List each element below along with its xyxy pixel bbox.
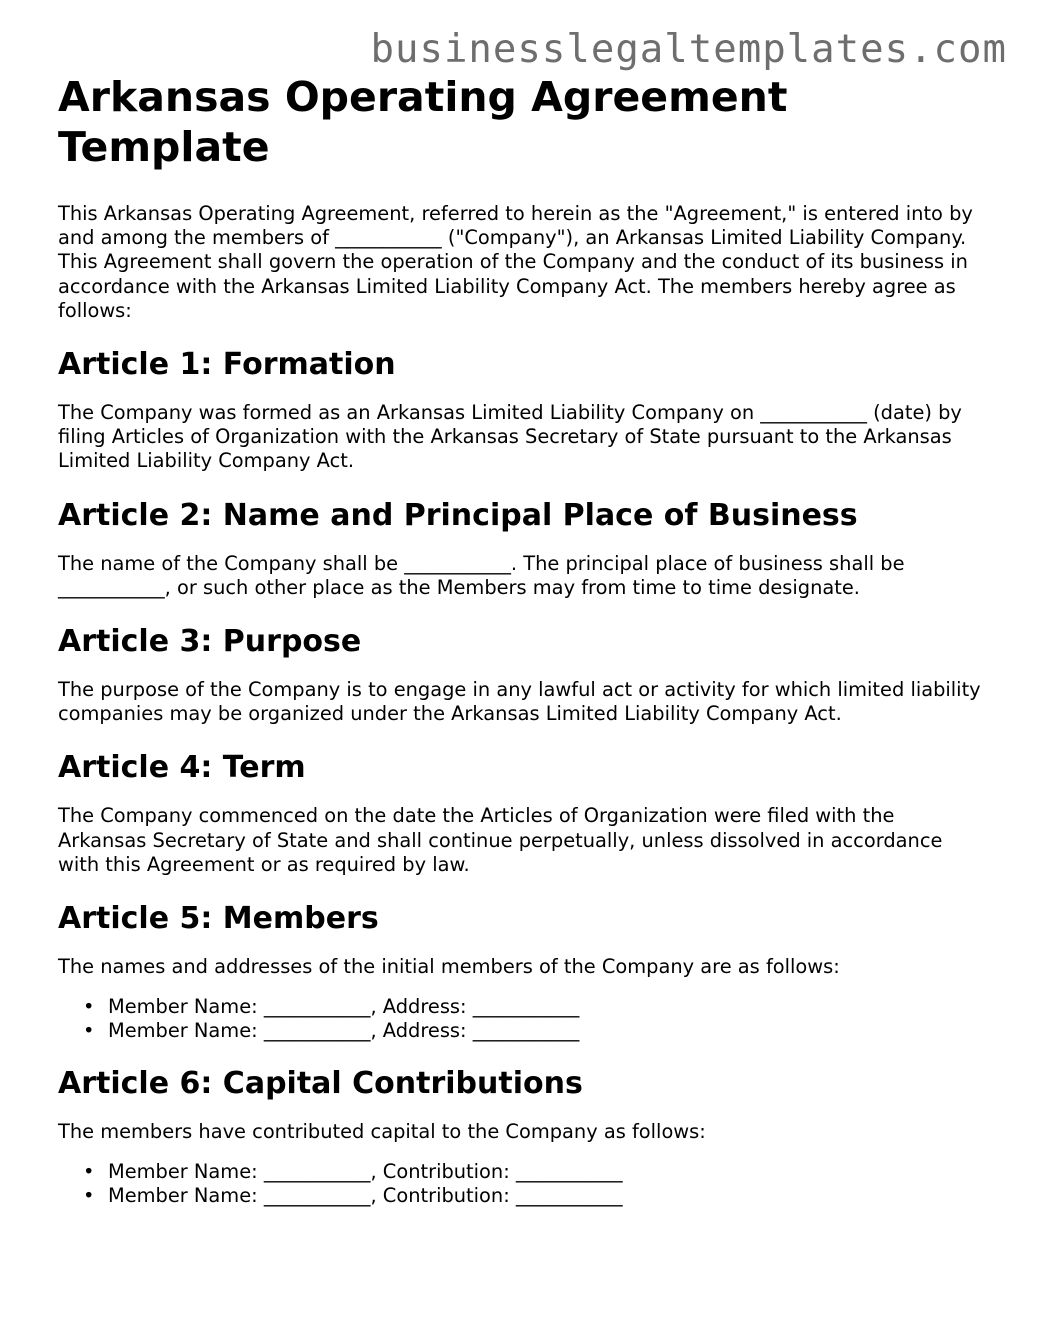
article-heading: Article 6: Capital Contributions	[58, 1065, 583, 1101]
members-list	[58, 995, 988, 1043]
list-item	[83, 1019, 988, 1043]
article-text: The names and addresses of the initial members of the Company are as follows:	[58, 955, 840, 979]
list-item-text: Member Name: ___________, Address: ___________	[108, 995, 580, 1019]
contributions-list	[58, 1160, 988, 1208]
document-title: Arkansas Operating Agreement Template	[58, 73, 788, 171]
list-item	[83, 995, 988, 1019]
article-text: The name of the Company shall be ___________. The principal place of business shall be ___________, or such other place as the Members may from time to time designate.	[58, 551, 905, 599]
article-5	[58, 901, 988, 1044]
article-3	[58, 624, 988, 726]
article-text: The members have contributed capital to the Company as follows:	[58, 1119, 706, 1143]
article-heading: Article 1: Formation	[58, 347, 396, 383]
intro-paragraph: This Arkansas Operating Agreement, referred to herein as the "Agreement," is entered into by and among the members of ___________ ("Company"), an Arkansas Limited Liability Company. This Agreement shall govern the operation of the Company and the conduct of its business in accordance with the Arkansas Limited Liability Company Act. The members hereby agree as follows:	[58, 202, 973, 322]
list-item-text: Member Name: ___________, Contribution: ___________	[108, 1159, 623, 1183]
bullet-icon: •	[83, 1184, 95, 1208]
article-text: The Company was formed as an Arkansas Limited Liability Company on ___________ (date) by filing Articles of Organization with the Arkansas Secretary of State pursuant to the Arkansas Limited Liability Company Act.	[58, 401, 962, 473]
bullet-icon: •	[83, 995, 95, 1019]
list-item	[83, 1159, 988, 1184]
article-heading: Article 3: Purpose	[58, 624, 362, 660]
list-item-text: Member Name: ___________, Address: ___________	[108, 1019, 580, 1043]
article-heading: Article 2: Name and Principal Place of Business	[58, 497, 858, 533]
article-text: The purpose of the Company is to engage in any lawful act or activity for which limited liability companies may be organized under the Arkansas Limited Liability Company Act.	[58, 678, 981, 726]
article-heading: Article 4: Term	[58, 750, 306, 786]
article-6	[58, 1066, 988, 1209]
document-body	[58, 72, 988, 1230]
article-heading: Article 5: Members	[58, 901, 379, 937]
watermark: businesslegaltemplates.com	[370, 27, 1007, 72]
bullet-icon: •	[83, 1159, 95, 1183]
list-item-text: Member Name: ___________, Contribution: ___________	[108, 1184, 623, 1208]
article-1	[58, 347, 988, 474]
article-text: The Company commenced on the date the Articles of Organization were filed with the Arkansas Secretary of State and shall continue perpetually, unless dissolved in accordance with this Agreement or as required by law.	[58, 804, 943, 876]
article-4	[58, 750, 988, 877]
bullet-icon: •	[83, 1019, 95, 1043]
list-item	[83, 1184, 988, 1208]
article-2	[58, 498, 988, 600]
